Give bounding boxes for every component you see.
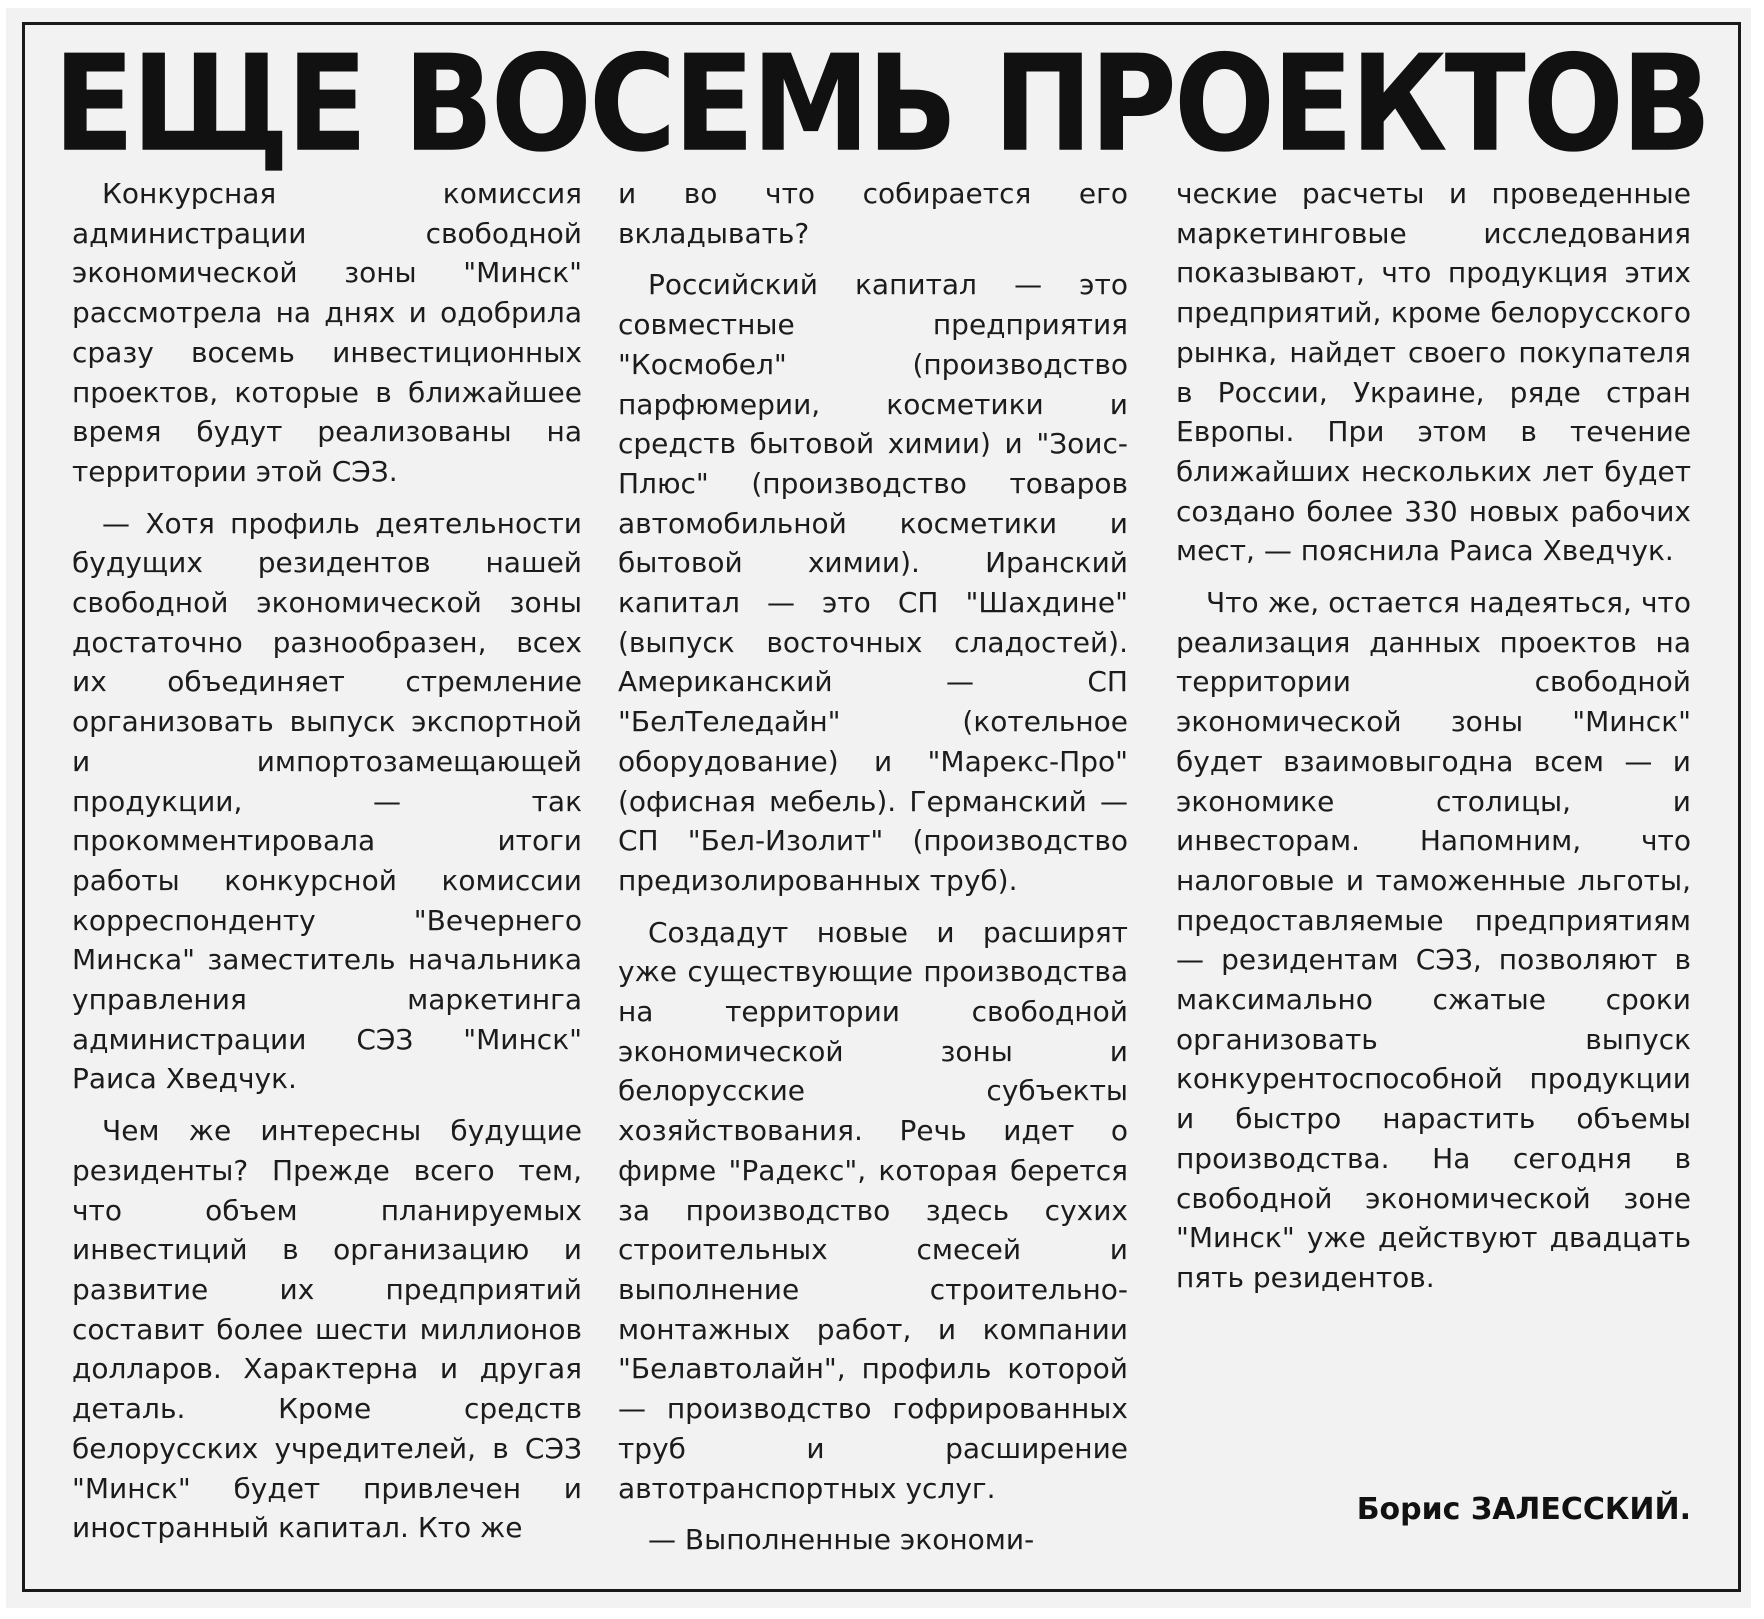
paragraph: и во что собирается его вкладывать? xyxy=(618,177,1128,250)
newspaper-clipping xyxy=(6,8,1751,1608)
paragraph: — Выполненные экономи- xyxy=(648,1523,1035,1557)
author-byline: Борис ЗАЛЕССКИЙ. xyxy=(1356,1492,1691,1527)
paragraph: Российский капитал — это совместные предприятия "Космобел" (производство парфюмерии, косметики и средств бытовой химии) и "Зоис-Плюс" (производство товаров автомобильной косметики и бытовой химии). Иранский капитал — это СП "Шахдине" (выпуск восточных сладостей). Американский — СП "БелТеледайн" (котельное оборудование) и "Марекс-Про" (офисная мебель). Германский — СП "Бел-Изолит" (производство предизолированных труб). xyxy=(618,268,1128,897)
headline: ЕЩЕ ВОСЕМЬ ПРОЕКТОВ xyxy=(53,27,1709,183)
paragraph: Что же, остается надеяться, что реализация данных проектов на территории свободной экономической зоны "Минск" будет взаимовыгодна всем — и экономике столицы, и инвесторам. Напомним, что налоговые и таможенные льготы, предоставляемые предприятиям — резидентам СЭЗ, позволяют в максимально сжатые сроки организовать выпуск конкурентоспособной продукции и быстро нарастить объемы производства. На сегодня в свободной экономической зоне "Минск" уже действуют двадцать пять резидентов. xyxy=(1176,586,1691,1294)
paragraph: ческие расчеты и проведенные маркетинговые исследования показывают, что продукция этих предприятий, кроме белорусского рынка, найдет своего покупателя в России, Украине, ряде стран Европы. При этом в течение ближайших нескольких лет будет создано более 330 новых рабочих мест, — пояснила Раиса Хведчук. xyxy=(1176,177,1691,568)
text-column-3 xyxy=(1176,174,1691,1298)
paragraph: — Хотя профиль деятельности будущих резидентов нашей свободной экономической зоны достаточно разнообразен, всех их объединяет стремление организовать выпуск экспортной и импортозамещающей продукции, — так прокомментировала итоги работы конкурсной комиссии корреспонденту "Вечернего Минска" заместитель начальника управления маркетинга администрации СЭЗ "Минск" Раиса Хведчук. xyxy=(72,506,582,1096)
text-column-2 xyxy=(618,174,1128,1560)
paragraph: Конкурсная комиссия администрации свободной экономической зоны "Минск" рассмотрела на днях и одобрила сразу восемь инвестиционных проектов, которые в ближайшее время будут реализованы на территории этой СЭЗ. xyxy=(72,177,582,488)
text-column-1 xyxy=(72,174,582,1548)
paragraph: Создадут новые и расширят уже существующие производства на территории свободной экономической зоны и белорусские субъекты хозяйствования. Речь идет о фирме "Радекс", которая берется за производство здесь сухих строительных смесей и выполнение строительно-монтажных работ, и компании "Белавтолайн", профиль которой — производство гофрированных труб и расширение автотранспортных услуг. xyxy=(618,915,1128,1505)
paragraph: Чем же интересны будущие резиденты? Прежде всего тем, что объем планируемых инвестиций в организацию и развитие их предприятий составит более шести миллионов долларов. Характерна и другая деталь. Кроме средств белорусских учредителей, в СЭЗ "Минск" будет привлечен и иностранный капитал. Кто же xyxy=(72,1114,582,1545)
